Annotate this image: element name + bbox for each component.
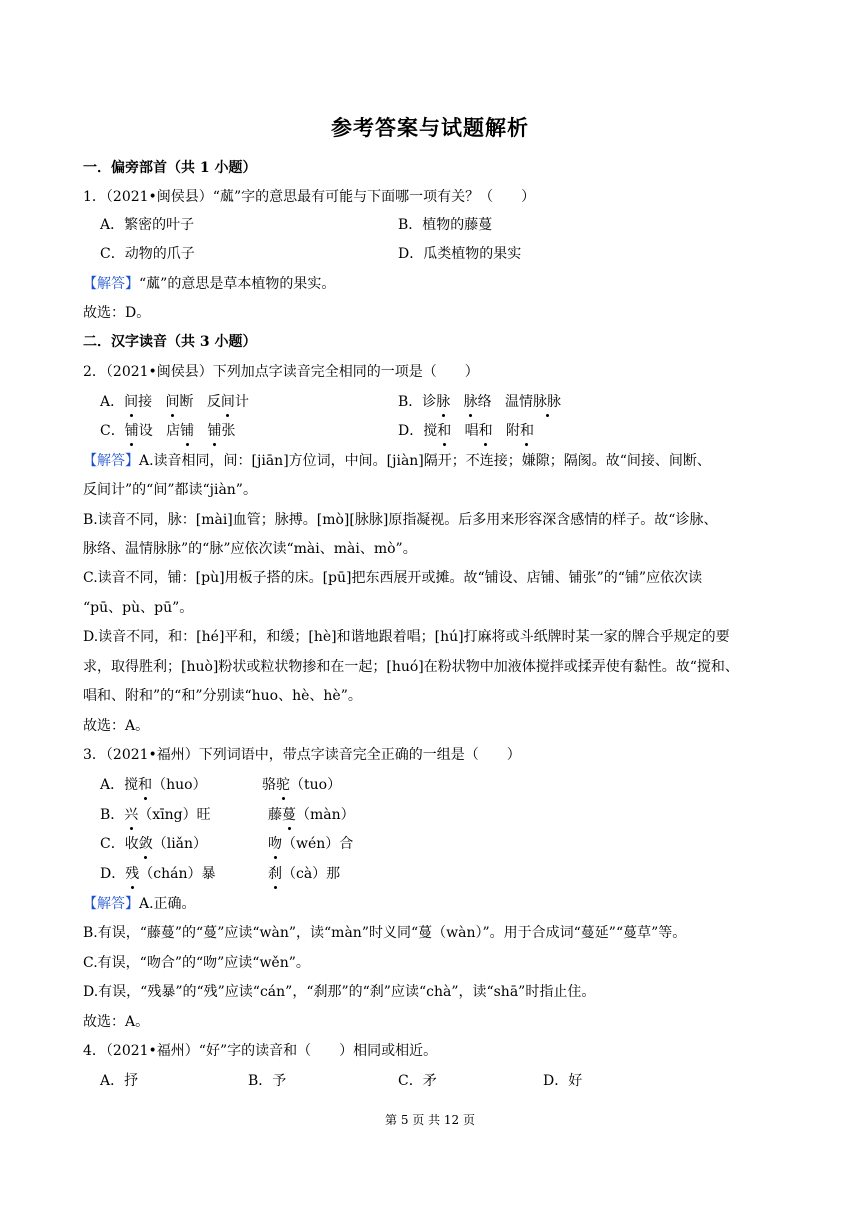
dotted-char: 铺	[207, 423, 222, 439]
question-2-answer-line-3: B.读音不同，脉：[mài]血管；脉搏。[mò][脉脉]原指凝视。后多用来形容深含感情的样子。故“诊脉、	[83, 512, 718, 528]
question-3-option-c-second-word: 吻（wén）合	[268, 836, 354, 852]
question-2-answer-line-4: 脉络、温情脉脉”的“脉”应依次读“mài、mài、mò”。	[83, 541, 417, 557]
dotted-char: 间	[124, 394, 139, 410]
question-1-choice: 故选：D。	[83, 305, 151, 321]
question-4-stem: 4．（2021•福州）“好”字的读音和（ ）相同或相近。	[83, 1043, 438, 1059]
dotted-char: 和	[138, 777, 153, 793]
dotted-char: 和	[478, 423, 493, 439]
section-heading-pronunciation: 二．汉字读音（共 3 小题）	[83, 334, 257, 350]
question-3-option-c: C．收敛（liǎn）	[100, 836, 208, 852]
dotted-char: 脉	[463, 394, 478, 410]
question-3-answer-line-3: D.有误，“残暴”的“残”应读“cán”，“刹那”的“刹”应读“chà”，读“shā”时指止住。	[83, 984, 596, 1000]
question-2-answer-line-9: 唱和、附和”的“和”分别读“huo、hè、hè”。	[83, 688, 362, 704]
answer-label: 【解答】	[83, 896, 139, 912]
question-1-answer	[83, 274, 335, 294]
question-2-answer-line-1: 【解答】A.读音相同，间：[jiān]方位词，中间。[jiàn]隔开；不连接；嫌隙；隔阂。故“间接、间断、	[83, 453, 711, 469]
dotted-char: 和	[437, 423, 452, 439]
question-2-answer-line-8: 求，取得胜利；[huò]粉状或粒状物掺和在一起；[huó]在粉状物中加液体搅拌或揉弄使有黏性。故“搅和、	[83, 659, 739, 675]
question-3-answer: 【解答】A.正确。	[83, 896, 196, 912]
dotted-char: 吻	[268, 836, 282, 852]
answer-text: “蓏”的意思是草本植物的果实。	[139, 276, 336, 292]
question-2-answer-line-2: 反间计”的“间”都读“jiàn”。	[83, 482, 257, 498]
question-4-option-b: B．予	[248, 1073, 287, 1089]
question-4-option-a: A．抒	[100, 1073, 139, 1089]
question-3-choice: 故选：A。	[83, 1014, 150, 1030]
question-3-option-a-second-word: 骆驼（tuo）	[262, 777, 342, 793]
question-2-answer-line-5: C.读音不同，铺：[pù]用板子搭的床。[pū]把东西展开或摊。故“铺设、店铺、铺张”的“铺”应依次读	[83, 570, 703, 586]
question-2-option-d: D．搅和 唱和 附和	[398, 423, 534, 439]
question-1-option-c: C．动物的爪子	[100, 246, 195, 262]
question-3-option-b-second-word: 藤蔓（màn）	[268, 807, 355, 823]
question-3-option-d: D．残（chán）暴	[100, 866, 216, 882]
dotted-char: 间	[165, 394, 180, 410]
question-2-option-b: B．诊脉 脉络 温情脉脉	[398, 394, 562, 410]
page-number-footer: 第 5 页 共 12 页	[385, 1113, 475, 1127]
dotted-char: 脉脉	[533, 394, 562, 410]
question-2-option-a: A．间接 间断 反间计	[100, 394, 249, 410]
answer-label: 【解答】	[83, 276, 139, 292]
question-2-choice: 故选：A。	[83, 718, 150, 734]
question-1-option-b: B．植物的藤蔓	[398, 217, 493, 233]
question-3-stem: 3．（2021•福州）下列词语中，带点字读音完全正确的一组是（ ）	[83, 747, 521, 763]
dotted-char: 敛	[138, 836, 153, 852]
dotted-char: 蔓	[282, 807, 296, 823]
question-4-option-d: D．好	[543, 1073, 583, 1089]
question-3-option-a: A．搅和（huo）	[100, 777, 207, 793]
section-heading-radicals: 一．偏旁部首（共 1 小题）	[83, 160, 257, 176]
question-2-stem: 2．（2021•闽侯县）下列加点字读音完全相同的一项是（ ）	[83, 364, 479, 380]
dotted-char: 间	[220, 394, 235, 410]
question-2-answer-line-7: D.读音不同，和：[hé]平和，和缓；[hè]和谐地跟着唱；[hú]打麻将或斗纸牌时某一家的牌合乎规定的要	[83, 629, 730, 645]
question-2-answer-line-6: “pū、pù、pū”。	[83, 600, 194, 616]
question-2-option-c: C．铺设 店铺 铺张	[100, 423, 236, 439]
question-1-option-d: D．瓜类植物的果实	[398, 246, 522, 262]
question-1-option-a: A．繁密的叶子	[100, 217, 195, 233]
question-3-option-d-second-word: 刹（cà）那	[268, 866, 341, 882]
page-title: 参考答案与试题解析	[331, 115, 529, 140]
dotted-char: 驼	[276, 777, 290, 793]
dotted-char: 刹	[268, 866, 282, 882]
question-3-option-b: B．兴（xīng）旺	[100, 807, 211, 823]
question-1-stem: 1．（2021•闽侯县）“蓏”字的意思最有可能与下面哪一项有关？（ ）	[83, 189, 536, 205]
question-4-option-c: C．矛	[398, 1073, 437, 1089]
dotted-char: 铺	[124, 423, 139, 439]
dotted-char: 兴	[124, 807, 139, 823]
answer-label: 【解答】	[83, 453, 139, 469]
dotted-char: 残	[125, 866, 140, 882]
question-3-answer-line-1: B.有误，“藤蔓”的“蔓”应读“wàn”，读“màn”时义同“蔓（wàn）”。用于合成词“蔓延”“蔓草”等。	[83, 925, 687, 941]
dotted-char: 铺	[180, 423, 195, 439]
dotted-char: 和	[519, 423, 534, 439]
question-3-answer-line-2: C.有误，“吻合”的“吻”应读“wěn”。	[83, 955, 310, 971]
dotted-char: 脉	[436, 394, 451, 410]
